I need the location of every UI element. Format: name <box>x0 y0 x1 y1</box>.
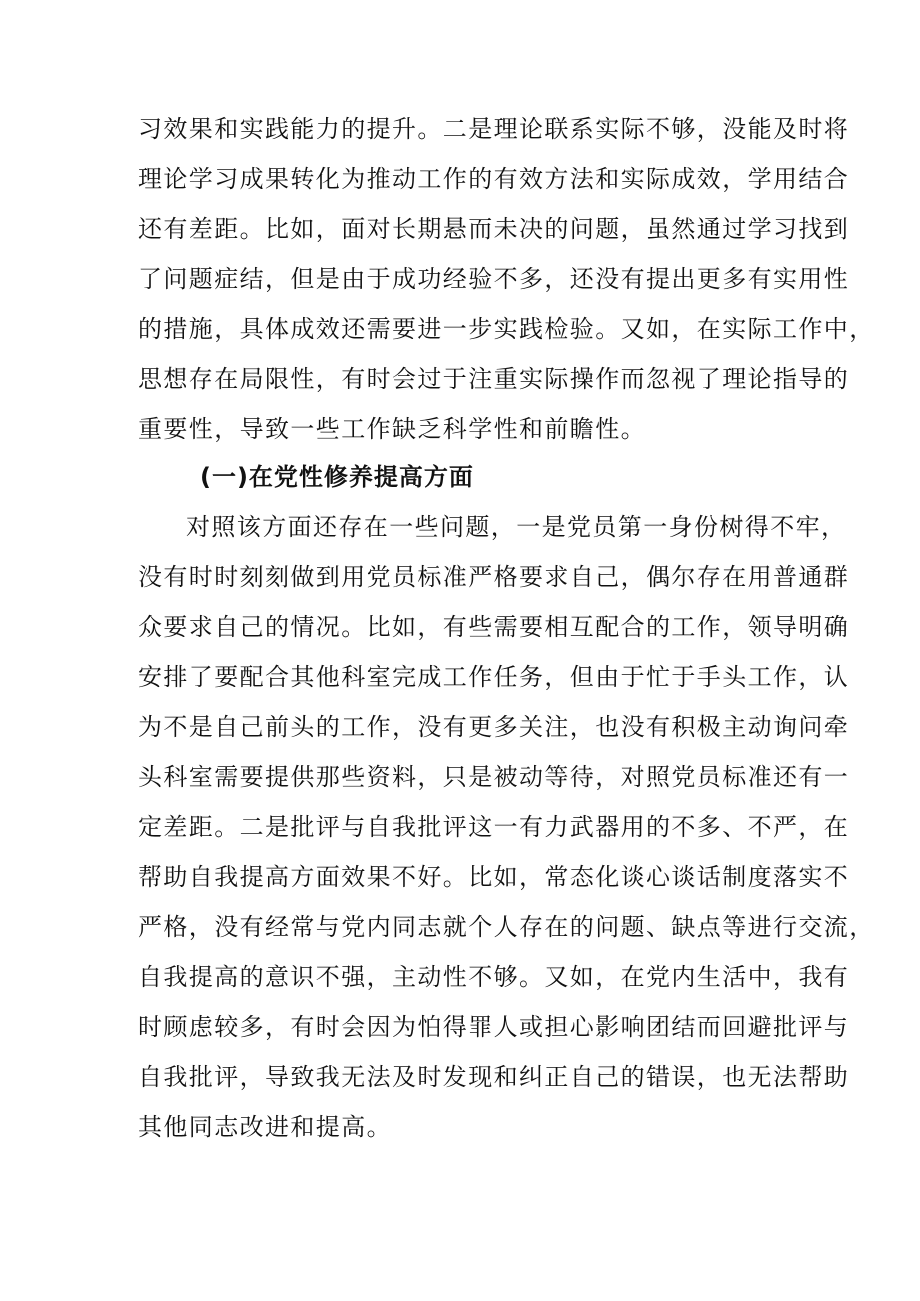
text-line: 严格，没有经常与党内同志就个人存在的问题、缺点等进行交流， <box>138 913 875 941</box>
text-line: 自我批评，导致我无法及时发现和纠正自己的错误，也无法帮助 <box>138 1063 850 1091</box>
text-line: 为不是自己前头的工作，没有更多关注，也没有积极主动询问牵 <box>138 713 850 741</box>
text-line: 帮助自我提高方面效果不好。比如，常态化谈心谈话制度落实不 <box>138 863 850 891</box>
text-line: 重要性，导致一些工作缺乏科学性和前瞻性。 <box>138 415 646 443</box>
section-heading: (一)在党性修养提高方面 <box>200 463 474 491</box>
text-line: 没有时时刻刻做到用党员标准严格要求自己，偶尔存在用普通群 <box>138 563 850 591</box>
text-line: 还有差距。比如，面对长期悬而未决的问题，虽然通过学习找到 <box>138 215 850 243</box>
text-line: 对照该方面还存在一些问题，一是党员第一身份树得不牢， <box>186 513 847 541</box>
text-line: 定差距。二是批评与自我批评这一有力武器用的不多、不严，在 <box>138 813 850 841</box>
text-line: 时顾虑较多，有时会因为怕得罪人或担心影响团结而回避批评与 <box>138 1013 850 1041</box>
text-line: 安排了要配合其他科室完成工作任务，但由于忙于手头工作，认 <box>138 663 850 691</box>
text-line: 自我提高的意识不强，主动性不够。又如，在党内生活中，我有 <box>138 963 850 991</box>
text-line: 头科室需要提供那些资料，只是被动等待，对照党员标准还有一 <box>138 763 850 791</box>
text-line: 的措施，具体成效还需要进一步实践检验。又如，在实际工作中， <box>138 315 875 343</box>
text-line: 其他同志改进和提高。 <box>138 1113 392 1141</box>
text-line: 众要求自己的情况。比如，有些需要相互配合的工作，领导明确 <box>138 613 850 641</box>
text-line: 理论学习成果转化为推动工作的有效方法和实际成效，学用结合 <box>138 165 850 193</box>
text-line: 习效果和实践能力的提升。二是理论联系实际不够，没能及时将 <box>138 115 850 143</box>
text-line: 了问题症结，但是由于成功经验不多，还没有提出更多有实用性 <box>138 265 850 293</box>
text-line: 思想存在局限性，有时会过于注重实际操作而忽视了理论指导的 <box>138 365 850 393</box>
